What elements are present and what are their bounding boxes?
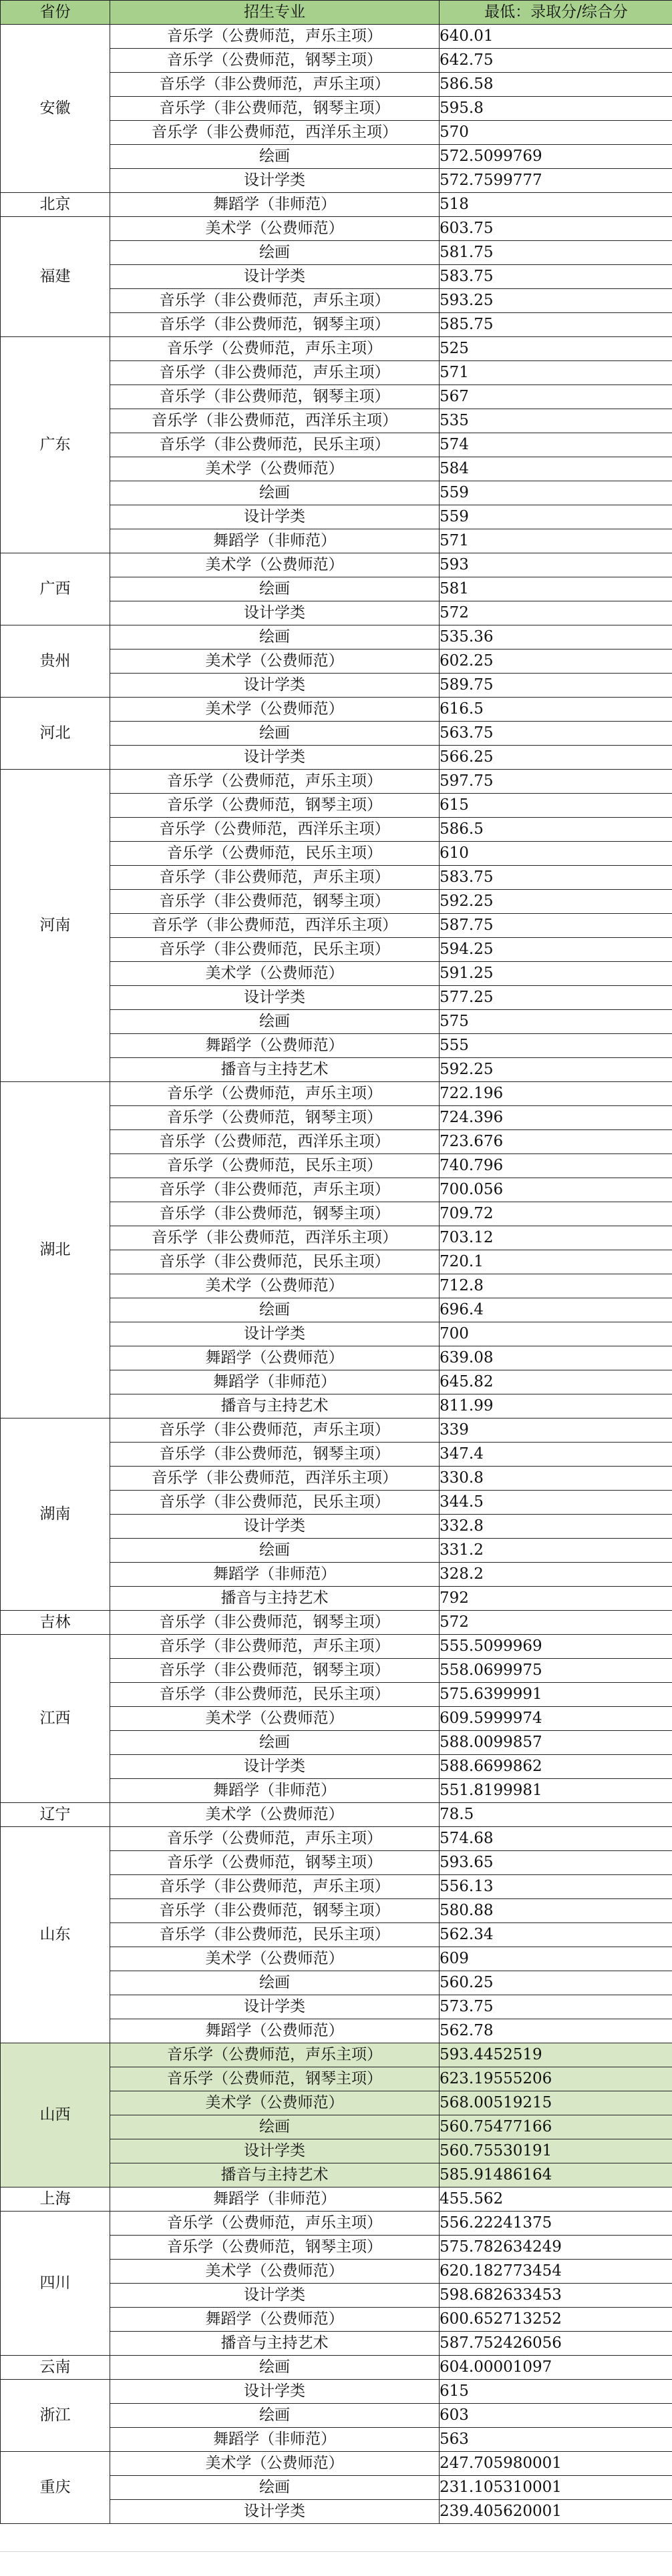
score-cell: 583.75 xyxy=(440,866,672,890)
major-cell: 设计学类 xyxy=(110,505,440,529)
score-cell: 722.196 xyxy=(440,1082,672,1106)
score-cell: 603 xyxy=(440,2404,672,2428)
major-cell: 美术学（公费师范） xyxy=(110,2260,440,2284)
score-cell: 571 xyxy=(440,361,672,385)
major-cell: 音乐学（非公费师范，钢琴主项） xyxy=(110,97,440,121)
score-cell: 577.25 xyxy=(440,986,672,1010)
score-cell: 720.1 xyxy=(440,1250,672,1274)
score-cell: 586.5 xyxy=(440,818,672,842)
score-cell: 574 xyxy=(440,433,672,457)
major-cell: 绘画 xyxy=(110,241,440,265)
table-row xyxy=(1,2043,672,2067)
province-cell: 辽宁 xyxy=(1,1803,110,1827)
major-cell: 舞蹈学（非师范） xyxy=(110,1563,440,1587)
table-row xyxy=(1,217,672,241)
major-cell: 绘画 xyxy=(110,1010,440,1034)
score-cell: 615 xyxy=(440,794,672,818)
score-cell: 572.5099769 xyxy=(440,145,672,169)
table-row xyxy=(1,25,672,49)
score-cell: 581 xyxy=(440,577,672,601)
major-cell: 音乐学（非公费师范，西洋乐主项） xyxy=(110,1467,440,1491)
table-row xyxy=(1,625,672,650)
major-cell: 绘画 xyxy=(110,1539,440,1563)
score-cell: 588.0099857 xyxy=(440,1731,672,1755)
province-cell: 河南 xyxy=(1,770,110,1082)
score-cell: 572 xyxy=(440,1611,672,1635)
score-cell: 585.91486164 xyxy=(440,2163,672,2187)
score-cell: 455.562 xyxy=(440,2187,672,2212)
major-cell: 音乐学（非公费师范，声乐主项） xyxy=(110,1178,440,1202)
major-cell: 音乐学（公费师范，声乐主项） xyxy=(110,337,440,361)
major-cell: 设计学类 xyxy=(110,1322,440,1346)
major-cell: 绘画 xyxy=(110,481,440,505)
major-cell: 音乐学（非公费师范，西洋乐主项） xyxy=(110,914,440,938)
major-cell: 美术学（公费师范） xyxy=(110,2452,440,2476)
major-cell: 音乐学（公费师范，民乐主项） xyxy=(110,1154,440,1178)
major-cell: 音乐学（非公费师范，钢琴主项） xyxy=(110,1899,440,1923)
score-cell: 609.5999974 xyxy=(440,1707,672,1731)
score-cell: 518 xyxy=(440,193,672,217)
table-row xyxy=(1,1611,672,1635)
table-row xyxy=(1,1419,672,1443)
score-cell: 593.4452519 xyxy=(440,2043,672,2067)
major-cell: 音乐学（非公费师范，钢琴主项） xyxy=(110,1659,440,1683)
score-cell: 535 xyxy=(440,409,672,433)
table-row xyxy=(1,553,672,577)
major-cell: 音乐学（公费师范，声乐主项） xyxy=(110,770,440,794)
score-cell: 700 xyxy=(440,1322,672,1346)
major-cell: 音乐学（非公费师范，民乐主项） xyxy=(110,1250,440,1274)
major-cell: 音乐学（非公费师范，钢琴主项） xyxy=(110,1202,440,1226)
major-cell: 绘画 xyxy=(110,722,440,746)
score-cell: 623.19555206 xyxy=(440,2067,672,2091)
major-cell: 播音与主持艺术 xyxy=(110,2163,440,2187)
major-cell: 绘画 xyxy=(110,1298,440,1322)
table-header-row xyxy=(1,1,672,25)
province-cell: 上海 xyxy=(1,2187,110,2212)
major-cell: 美术学（公费师范） xyxy=(110,1707,440,1731)
score-cell: 331.2 xyxy=(440,1539,672,1563)
major-cell: 美术学（公费师范） xyxy=(110,1274,440,1298)
table-body xyxy=(1,25,672,2524)
major-cell: 音乐学（公费师范，声乐主项） xyxy=(110,1827,440,1851)
score-cell: 585.75 xyxy=(440,313,672,337)
score-cell: 328.2 xyxy=(440,1563,672,1587)
score-cell: 571 xyxy=(440,529,672,553)
major-cell: 舞蹈学（非师范） xyxy=(110,2187,440,2212)
score-cell: 712.8 xyxy=(440,1274,672,1298)
major-cell: 美术学（公费师范） xyxy=(110,2091,440,2115)
major-cell: 舞蹈学（公费师范） xyxy=(110,2019,440,2043)
score-cell: 603.75 xyxy=(440,217,672,241)
major-cell: 设计学类 xyxy=(110,2380,440,2404)
sheet-grid-tail xyxy=(0,2551,672,2576)
score-cell: 592.25 xyxy=(440,1058,672,1082)
major-cell: 美术学（公费师范） xyxy=(110,650,440,674)
major-cell: 音乐学（非公费师范，钢琴主项） xyxy=(110,1443,440,1467)
score-cell: 610 xyxy=(440,842,672,866)
major-cell: 舞蹈学（非师范） xyxy=(110,193,440,217)
score-cell: 572 xyxy=(440,601,672,625)
major-cell: 音乐学（公费师范，声乐主项） xyxy=(110,2212,440,2236)
major-cell: 音乐学（公费师范，钢琴主项） xyxy=(110,2067,440,2091)
major-cell: 音乐学（公费师范，声乐主项） xyxy=(110,25,440,49)
score-cell: 555.5099969 xyxy=(440,1635,672,1659)
province-cell: 云南 xyxy=(1,2356,110,2380)
major-cell: 绘画 xyxy=(110,1971,440,1995)
major-cell: 音乐学（公费师范，钢琴主项） xyxy=(110,1851,440,1875)
major-cell: 音乐学（公费师范，钢琴主项） xyxy=(110,49,440,73)
major-cell: 音乐学（非公费师范，钢琴主项） xyxy=(110,1611,440,1635)
major-cell: 音乐学（非公费师范，声乐主项） xyxy=(110,1419,440,1443)
major-cell: 设计学类 xyxy=(110,1995,440,2019)
score-cell: 573.75 xyxy=(440,1995,672,2019)
score-cell: 594.25 xyxy=(440,938,672,962)
major-cell: 音乐学（非公费师范，民乐主项） xyxy=(110,1923,440,1947)
score-cell: 600.652713252 xyxy=(440,2308,672,2332)
major-cell: 舞蹈学（公费师范） xyxy=(110,1034,440,1058)
score-cell: 593.25 xyxy=(440,289,672,313)
score-cell: 344.5 xyxy=(440,1491,672,1515)
score-cell: 239.405620001 xyxy=(440,2500,672,2524)
score-cell: 696.4 xyxy=(440,1298,672,1322)
score-cell: 587.75 xyxy=(440,914,672,938)
major-cell: 音乐学（非公费师范，钢琴主项） xyxy=(110,890,440,914)
major-cell: 绘画 xyxy=(110,625,440,650)
score-cell: 330.8 xyxy=(440,1467,672,1491)
major-cell: 绘画 xyxy=(110,145,440,169)
major-cell: 音乐学（公费师范，西洋乐主项） xyxy=(110,818,440,842)
major-cell: 绘画 xyxy=(110,2115,440,2139)
province-cell: 北京 xyxy=(1,193,110,217)
table-row xyxy=(1,337,672,361)
score-cell: 563.75 xyxy=(440,722,672,746)
header-major: 招生专业 xyxy=(110,1,440,25)
score-cell: 616.5 xyxy=(440,698,672,722)
score-cell: 724.396 xyxy=(440,1106,672,1130)
score-cell: 587.752426056 xyxy=(440,2332,672,2356)
table-row xyxy=(1,1803,672,1827)
major-cell: 音乐学（非公费师范，声乐主项） xyxy=(110,866,440,890)
score-cell: 645.82 xyxy=(440,1370,672,1394)
major-cell: 设计学类 xyxy=(110,986,440,1010)
score-cell: 581.75 xyxy=(440,241,672,265)
score-cell: 615 xyxy=(440,2380,672,2404)
score-cell: 640.01 xyxy=(440,25,672,49)
score-cell: 597.75 xyxy=(440,770,672,794)
score-cell: 231.105310001 xyxy=(440,2476,672,2500)
major-cell: 音乐学（公费师范，钢琴主项） xyxy=(110,1106,440,1130)
major-cell: 音乐学（非公费师范，西洋乐主项） xyxy=(110,1226,440,1250)
score-cell: 574.68 xyxy=(440,1827,672,1851)
table-row xyxy=(1,2187,672,2212)
major-cell: 美术学（公费师范） xyxy=(110,553,440,577)
score-cell: 556.22241375 xyxy=(440,2212,672,2236)
score-cell: 560.75477166 xyxy=(440,2115,672,2139)
score-cell: 78.5 xyxy=(440,1803,672,1827)
major-cell: 设计学类 xyxy=(110,265,440,289)
score-cell: 332.8 xyxy=(440,1515,672,1539)
major-cell: 美术学（公费师范） xyxy=(110,962,440,986)
header-province: 省份 xyxy=(1,1,110,25)
score-cell: 568.00519215 xyxy=(440,2091,672,2115)
province-cell: 福建 xyxy=(1,217,110,337)
major-cell: 音乐学（非公费师范，钢琴主项） xyxy=(110,385,440,409)
major-cell: 舞蹈学（非师范） xyxy=(110,2428,440,2452)
score-cell: 567 xyxy=(440,385,672,409)
score-cell: 555 xyxy=(440,1034,672,1058)
major-cell: 音乐学（非公费师范，声乐主项） xyxy=(110,1875,440,1899)
major-cell: 音乐学（非公费师范，西洋乐主项） xyxy=(110,409,440,433)
table-row xyxy=(1,2356,672,2380)
major-cell: 音乐学（非公费师范，声乐主项） xyxy=(110,73,440,97)
province-cell: 重庆 xyxy=(1,2452,110,2524)
major-cell: 设计学类 xyxy=(110,674,440,698)
score-cell: 604.00001097 xyxy=(440,2356,672,2380)
major-cell: 绘画 xyxy=(110,2356,440,2380)
score-cell: 551.8199981 xyxy=(440,1779,672,1803)
score-cell: 588.6699862 xyxy=(440,1755,672,1779)
table-row xyxy=(1,2380,672,2404)
major-cell: 绘画 xyxy=(110,2404,440,2428)
score-cell: 558.0699975 xyxy=(440,1659,672,1683)
score-cell: 792 xyxy=(440,1587,672,1611)
major-cell: 舞蹈学（非师范） xyxy=(110,1779,440,1803)
score-cell: 700.056 xyxy=(440,1178,672,1202)
province-cell: 江西 xyxy=(1,1635,110,1803)
province-cell: 贵州 xyxy=(1,625,110,698)
score-cell: 575 xyxy=(440,1010,672,1034)
score-cell: 589.75 xyxy=(440,674,672,698)
major-cell: 音乐学（公费师范，民乐主项） xyxy=(110,842,440,866)
score-cell: 559 xyxy=(440,505,672,529)
header-score: 最低：录取分/综合分 xyxy=(440,1,672,25)
score-cell: 811.99 xyxy=(440,1394,672,1419)
major-cell: 绘画 xyxy=(110,1731,440,1755)
score-cell: 595.8 xyxy=(440,97,672,121)
major-cell: 音乐学（公费师范，声乐主项） xyxy=(110,1082,440,1106)
major-cell: 音乐学（公费师范，钢琴主项） xyxy=(110,2236,440,2260)
table-row xyxy=(1,193,672,217)
major-cell: 舞蹈学（公费师范） xyxy=(110,2308,440,2332)
score-cell: 339 xyxy=(440,1419,672,1443)
table-row xyxy=(1,1635,672,1659)
major-cell: 美术学（公费师范） xyxy=(110,217,440,241)
score-cell: 566.25 xyxy=(440,746,672,770)
score-cell: 593 xyxy=(440,553,672,577)
major-cell: 舞蹈学（非师范） xyxy=(110,1370,440,1394)
score-cell: 723.676 xyxy=(440,1130,672,1154)
province-cell: 湖南 xyxy=(1,1419,110,1611)
province-cell: 安徽 xyxy=(1,25,110,193)
score-cell: 247.705980001 xyxy=(440,2452,672,2476)
major-cell: 音乐学（公费师范，西洋乐主项） xyxy=(110,1130,440,1154)
major-cell: 音乐学（非公费师范，民乐主项） xyxy=(110,433,440,457)
province-cell: 四川 xyxy=(1,2212,110,2356)
score-cell: 642.75 xyxy=(440,49,672,73)
score-cell: 639.08 xyxy=(440,1346,672,1370)
province-cell: 山西 xyxy=(1,2043,110,2187)
major-cell: 设计学类 xyxy=(110,2139,440,2163)
score-cell: 535.36 xyxy=(440,625,672,650)
score-cell: 586.58 xyxy=(440,73,672,97)
major-cell: 舞蹈学（公费师范） xyxy=(110,1346,440,1370)
major-cell: 播音与主持艺术 xyxy=(110,1058,440,1082)
major-cell: 音乐学（非公费师范，声乐主项） xyxy=(110,361,440,385)
major-cell: 设计学类 xyxy=(110,746,440,770)
major-cell: 绘画 xyxy=(110,2476,440,2500)
major-cell: 音乐学（非公费师范，钢琴主项） xyxy=(110,313,440,337)
score-cell: 740.796 xyxy=(440,1154,672,1178)
major-cell: 美术学（公费师范） xyxy=(110,1803,440,1827)
major-cell: 设计学类 xyxy=(110,2500,440,2524)
score-cell: 591.25 xyxy=(440,962,672,986)
major-cell: 设计学类 xyxy=(110,1515,440,1539)
score-cell: 598.682633453 xyxy=(440,2284,672,2308)
score-cell: 580.88 xyxy=(440,1899,672,1923)
province-cell: 广西 xyxy=(1,553,110,625)
province-cell: 广东 xyxy=(1,337,110,553)
major-cell: 音乐学（非公费师范，西洋乐主项） xyxy=(110,121,440,145)
province-cell: 山东 xyxy=(1,1827,110,2043)
major-cell: 音乐学（非公费师范，民乐主项） xyxy=(110,938,440,962)
major-cell: 音乐学（非公费师范，民乐主项） xyxy=(110,1491,440,1515)
major-cell: 音乐学（公费师范，钢琴主项） xyxy=(110,794,440,818)
major-cell: 音乐学（非公费师范，声乐主项） xyxy=(110,1635,440,1659)
score-cell: 575.6399991 xyxy=(440,1683,672,1707)
score-cell: 556.13 xyxy=(440,1875,672,1899)
score-cell: 592.25 xyxy=(440,890,672,914)
major-cell: 播音与主持艺术 xyxy=(110,1587,440,1611)
major-cell: 播音与主持艺术 xyxy=(110,1394,440,1419)
score-cell: 562.78 xyxy=(440,2019,672,2043)
score-cell: 560.75530191 xyxy=(440,2139,672,2163)
score-cell: 583.75 xyxy=(440,265,672,289)
major-cell: 播音与主持艺术 xyxy=(110,2332,440,2356)
table-row xyxy=(1,698,672,722)
major-cell: 音乐学（非公费师范，声乐主项） xyxy=(110,289,440,313)
major-cell: 美术学（公费师范） xyxy=(110,1947,440,1971)
score-cell: 563 xyxy=(440,2428,672,2452)
major-cell: 设计学类 xyxy=(110,601,440,625)
score-cell: 572.7599777 xyxy=(440,169,672,193)
major-cell: 美术学（公费师范） xyxy=(110,698,440,722)
score-cell: 575.782634249 xyxy=(440,2236,672,2260)
score-cell: 525 xyxy=(440,337,672,361)
major-cell: 绘画 xyxy=(110,577,440,601)
score-cell: 347.4 xyxy=(440,1443,672,1467)
province-cell: 湖北 xyxy=(1,1082,110,1419)
score-cell: 602.25 xyxy=(440,650,672,674)
score-cell: 570 xyxy=(440,121,672,145)
score-cell: 709.72 xyxy=(440,1202,672,1226)
table-row xyxy=(1,2212,672,2236)
major-cell: 舞蹈学（非师范） xyxy=(110,529,440,553)
score-cell: 562.34 xyxy=(440,1923,672,1947)
score-cell: 703.12 xyxy=(440,1226,672,1250)
province-cell: 河北 xyxy=(1,698,110,770)
major-cell: 音乐学（公费师范，声乐主项） xyxy=(110,2043,440,2067)
major-cell: 设计学类 xyxy=(110,169,440,193)
score-cell: 559 xyxy=(440,481,672,505)
major-cell: 美术学（公费师范） xyxy=(110,457,440,481)
score-cell: 584 xyxy=(440,457,672,481)
major-cell: 设计学类 xyxy=(110,1755,440,1779)
table-row xyxy=(1,2452,672,2476)
major-cell: 音乐学（非公费师范，民乐主项） xyxy=(110,1683,440,1707)
score-cell: 609 xyxy=(440,1947,672,1971)
province-cell: 浙江 xyxy=(1,2380,110,2452)
major-cell: 设计学类 xyxy=(110,2284,440,2308)
score-cell: 560.25 xyxy=(440,1971,672,1995)
table-row xyxy=(1,770,672,794)
table-row xyxy=(1,1082,672,1106)
province-cell: 吉林 xyxy=(1,1611,110,1635)
score-cell: 620.182773454 xyxy=(440,2260,672,2284)
score-cell: 593.65 xyxy=(440,1851,672,1875)
table-row xyxy=(1,1827,672,1851)
